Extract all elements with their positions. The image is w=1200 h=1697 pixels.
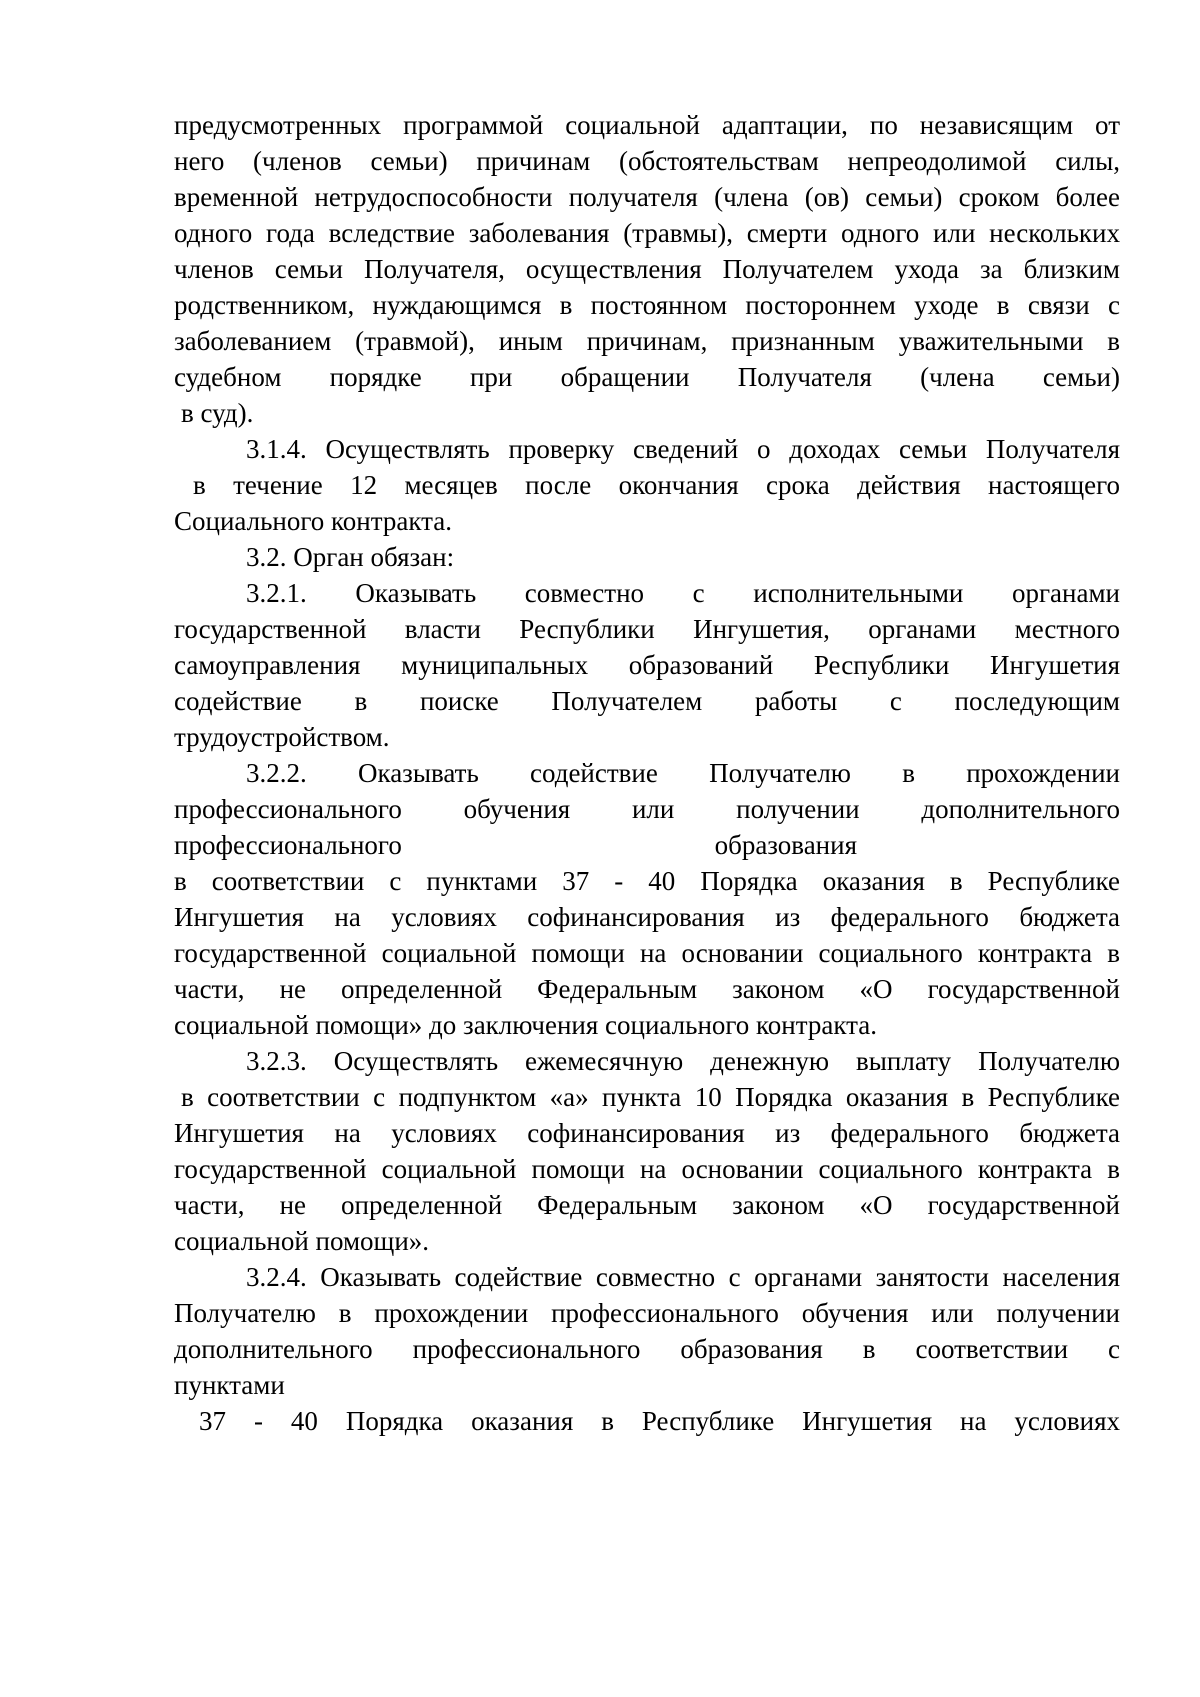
text-line: пунктами bbox=[174, 1370, 285, 1400]
text-line: профессионального обучения или получении дополнительного bbox=[174, 794, 1120, 824]
text-line: одного года вследствие заболевания (травмы), смерти одного или нескольких bbox=[174, 218, 1120, 248]
text-line: него (членов семьи) причинам (обстоятельствам непреодолимой силы, bbox=[174, 146, 1120, 176]
text-line: профессионального образования bbox=[174, 830, 857, 860]
text-line: 37 - 40 Порядка оказания в Республике Ингушетия на условиях bbox=[199, 1406, 1120, 1436]
text-line: заболеванием (травмой), иным причинам, признанным уважительными в bbox=[174, 326, 1120, 356]
clause-3-2-3: 3.2.3. Осуществлять ежемесячную денежную выплату Получателю bbox=[246, 1046, 1120, 1076]
text-line: Получателю в прохождении профессионального обучения или получении bbox=[174, 1298, 1120, 1328]
text-line: родственником, нуждающимся в постоянном постороннем уходе в связи с bbox=[174, 290, 1120, 320]
text-line: содействие в поиске Получателем работы с последующим bbox=[174, 686, 1120, 716]
clause-3-2-2: 3.2.2. Оказывать содействие Получателю в прохождении bbox=[246, 758, 1120, 788]
text-line: государственной власти Республики Ингушетия, органами местного bbox=[174, 614, 1120, 644]
text-line: в соответствии с подпунктом «а» пункта 10 Порядка оказания в Республике bbox=[181, 1082, 1120, 1112]
text-line: самоуправления муниципальных образований Республики Ингушетия bbox=[174, 650, 1120, 680]
text-line: Ингушетия на условиях софинансирования из федерального бюджета bbox=[174, 1118, 1120, 1148]
clause-3-2-1: 3.2.1. Оказывать совместно с исполнительными органами bbox=[246, 578, 1120, 608]
text-line: членов семьи Получателя, осуществления Получателем ухода за близким bbox=[174, 254, 1120, 284]
text-line: трудоустройством. bbox=[174, 722, 390, 752]
text-line: социальной помощи». bbox=[174, 1226, 430, 1256]
text-line: социальной помощи» до заключения социального контракта. bbox=[174, 1010, 877, 1040]
text-line: в суд). bbox=[181, 398, 254, 428]
text-line: Социального контракта. bbox=[174, 506, 452, 536]
clause-3-1-4: 3.1.4. Осуществлять проверку сведений о доходах семьи Получателя bbox=[246, 434, 1120, 464]
text-line: Ингушетия на условиях софинансирования из федерального бюджета bbox=[174, 902, 1120, 932]
section-3-2-heading: 3.2. Орган обязан: bbox=[246, 542, 455, 572]
text-line: государственной социальной помощи на основании социального контракта в bbox=[174, 1154, 1120, 1184]
text-line: временной нетрудоспособности получателя (члена (ов) семьи) сроком более bbox=[174, 182, 1120, 212]
text-line: части, не определенной Федеральным законом «О государственной bbox=[174, 1190, 1120, 1220]
clause-3-2-4: 3.2.4. Оказывать содействие совместно с органами занятости населения bbox=[246, 1262, 1120, 1292]
text-line: судебном порядке при обращении Получателя (члена семьи) bbox=[174, 362, 1120, 392]
text-line: дополнительного профессионального образования в соответствии с bbox=[174, 1334, 1120, 1364]
text-line: предусмотренных программой социальной адаптации, по независящим от bbox=[174, 110, 1120, 140]
text-line: государственной социальной помощи на основании социального контракта в bbox=[174, 938, 1120, 968]
text-line: в соответствии с пунктами 37 - 40 Порядка оказания в Республике bbox=[174, 866, 1120, 896]
text-line: части, не определенной Федеральным законом «О государственной bbox=[174, 974, 1120, 1004]
text-line: в течение 12 месяцев после окончания срока действия настоящего bbox=[193, 470, 1120, 500]
